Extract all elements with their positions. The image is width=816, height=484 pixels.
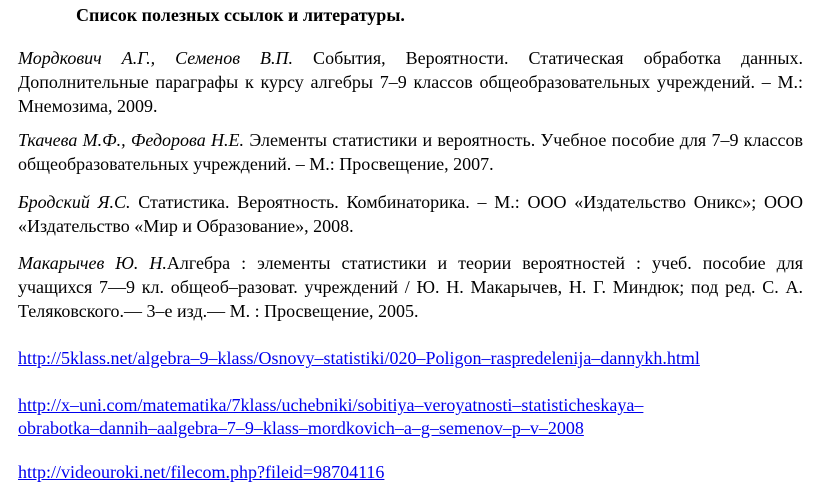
reference-text: События, Вероятности. Статическая обработка данных. Дополнительные параграфы к курсу алгебры 7–9 классов общеобразовательных учреждений. – М.: Мнемозима, 2009. — [18, 48, 803, 116]
link-x-uni-line-1[interactable]: http://x–uni.com/matematika/7klass/uchebniki/sobitiya–veroyatnosti–statisticheskaya– — [18, 395, 644, 415]
link-5klass[interactable]: http://5klass.net/algebra–9–klass/Osnovy–statistiki/020–Poligon–raspredelenija–dannykh.html — [18, 348, 700, 368]
page-title: Список полезных ссылок и литературы. — [76, 5, 405, 25]
reference-makarychev — [18, 251, 803, 323]
link-x-uni-line-2[interactable]: obrabotka–dannih–aalgebra–7–9–klass–mordkovich–a–g–semenov–p–v–2008 — [18, 418, 584, 438]
reference-mordkovich — [18, 46, 803, 118]
document-page — [18, 0, 803, 483]
reference-text: Статистика. Вероятность. Комбинаторика. – М.: ООО «Издательство Оникс»; ООО «Издательство «Мир и Образование», 2008. — [18, 192, 803, 236]
reference-text: Элементы статистики и вероятность. Учебное пособие для 7–9 классов общеобразовательных учреждений. – М.: Просвещение, 2007. — [18, 130, 803, 174]
reference-tkacheva — [18, 128, 803, 176]
reference-authors: Макарычев Ю. Н. — [18, 253, 167, 273]
reference-authors: Ткачева М.Ф., Федорова Н.Е. — [18, 130, 245, 150]
reference-text: Алгебра : элементы статистики и теории вероятностей : учеб. пособие для учащихся 7—9 кл. общеоб–разоват. учреждений / Ю. Н. Макарычев, Н. Г. Миндюк; под ред. С. А. Теляковского.— 3–е изд.— М. : Просвещение, 2005. — [18, 253, 803, 321]
reference-authors: Мордкович А.Г., Семенов В.П. — [18, 48, 294, 68]
reference-brodsky — [18, 190, 803, 238]
link-videouroki[interactable]: http://videouroki.net/filecom.php?fileid=98704116 — [18, 462, 385, 482]
reference-authors: Бродский Я.С. — [18, 192, 131, 212]
